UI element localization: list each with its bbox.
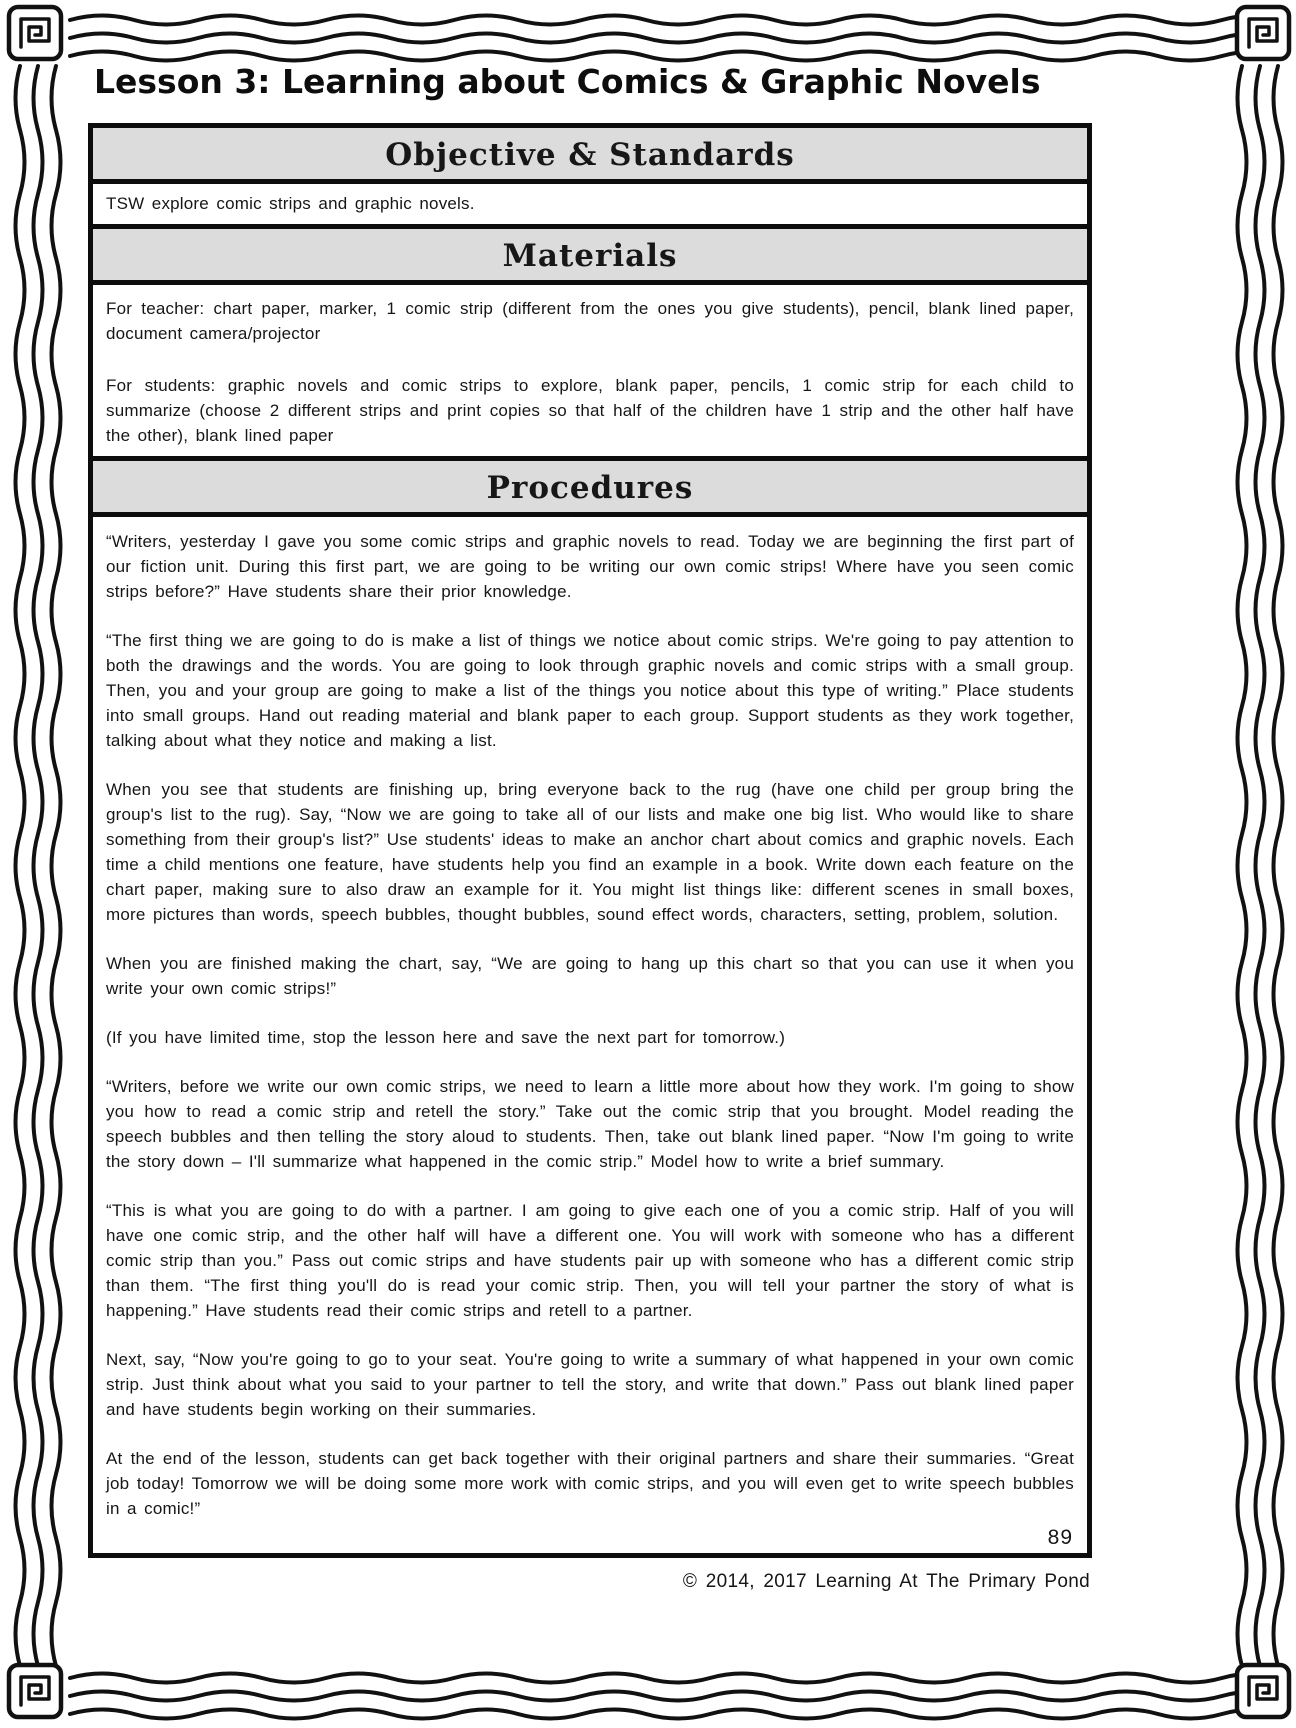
section-header-objective-standards: Objective & Standards — [93, 128, 1087, 184]
page-number: 89 — [1047, 1526, 1073, 1549]
corner-spiral-icon — [9, 1665, 61, 1717]
section-body-procedures — [93, 517, 1087, 1553]
document-content — [88, 62, 1092, 1593]
copyright-text: © 2014, 2017 Learning At The Primary Pond — [682, 1571, 1090, 1592]
procedures-paragraph: (If you have limited time, stop the lesson here and save the next part for tomorrow.) — [106, 1028, 786, 1047]
procedures-paragraph: When you are finished making the chart, say, “We are going to hang up this chart so that you can use it when you write your own comic strips!” — [106, 954, 1074, 998]
materials-students-text: For students: graphic novels and comic strips to explore, blank paper, pencils, 1 comic strip for each child to summarize (choose 2 different strips and print copies so that half of the children have 1 strip and the other half have the other), blank lined paper — [106, 376, 1074, 445]
procedures-paragraph: “The first thing we are going to do is make a list of things we notice about comic strips. We're going to pay attention to both the drawings and the words. You are going to look through graphic novels and comic strips with a small group. Then, you and your group are going to make a list of the things you notice about this type of writing.” Place students into small groups. Hand out reading material and blank paper to each group. Support students as they work together, talking about what they notice and making a list. — [106, 631, 1074, 750]
corner-spiral-icon — [1237, 1665, 1289, 1717]
procedures-paragraph: “Writers, before we write our own comic strips, we need to learn a little more about how they work. I'm going to show you how to read a comic strip and retell the story.” Take out the comic strip that you brought. Model reading the speech bubbles and then telling the story aloud to students. Then, take out blank lined paper. “Now I'm going to write the story down – I'll summarize what happened in the comic strip.” Model how to write a brief summary. — [106, 1077, 1074, 1171]
section-body-materials — [93, 285, 1087, 461]
materials-teacher-text: For teacher: chart paper, marker, 1 comic strip (different from the ones you give students), pencil, blank lined paper, document camera/projector — [106, 299, 1074, 343]
procedures-paragraph: Next, say, “Now you're going to go to your seat. You're going to write a summary of what happened in your own comic strip. Just think about what you said to your partner to tell the story, and write that down.” Pass out blank lined paper and have students begin working on their summaries. — [106, 1350, 1074, 1419]
procedures-paragraph: “Writers, yesterday I gave you some comic strips and graphic novels to read. Today we are beginning the first part of our fiction unit. During this first part, we are going to be writing our own comic strips! Where have you seen comic strips before?” Have students share their prior knowledge. — [106, 532, 1074, 601]
objective-text: TSW explore comic strips and graphic novels. — [106, 194, 475, 213]
corner-spiral-icon — [9, 7, 61, 59]
section-header-materials: Materials — [93, 229, 1087, 285]
procedures-paragraph: When you see that students are finishing up, bring everyone back to the rug (have one child per group bring the group's list to the rug). Say, “Now we are going to take all of our lists and make one big list. Who would like to share something from their group's list?” Use students' ideas to make an anchor chart about comics and graphic novels. Each time a child mentions one feature, have students help you find an example in a book. Write down each feature on the chart paper, making sure to also draw an example for it. You might list things like: different scenes in small boxes, more pictures than words, speech bubbles, thought bubbles, sound effect words, characters, setting, problem, solution. — [106, 780, 1074, 924]
section-header-procedures: Procedures — [93, 461, 1087, 517]
procedures-paragraph: “This is what you are going to do with a partner. I am going to give each one of you a comic strip. Half of you will have one comic strip, and the other half will have a different one. You will work with someone who has a different comic strip than you.” Pass out comic strips and have students pair up with someone who has a different comic strip than them. “The first thing you'll do is read your comic strip. Then, you will tell your partner the story of what is happening.” Have students read their comic strips and retell to a partner. — [106, 1201, 1074, 1320]
procedures-paragraph: At the end of the lesson, students can get back together with their original partners and share their summaries. “Great job today! Tomorrow we will be doing some more work with comic strips, and you will even get to write speech bubbles in a comic!” — [106, 1449, 1074, 1518]
corner-spiral-icon — [1237, 7, 1289, 59]
section-body-objective — [93, 184, 1087, 229]
page-title: Lesson 3: Learning about Comics & Graphic Novels — [94, 62, 1041, 101]
lesson-plan-table — [88, 123, 1092, 1558]
